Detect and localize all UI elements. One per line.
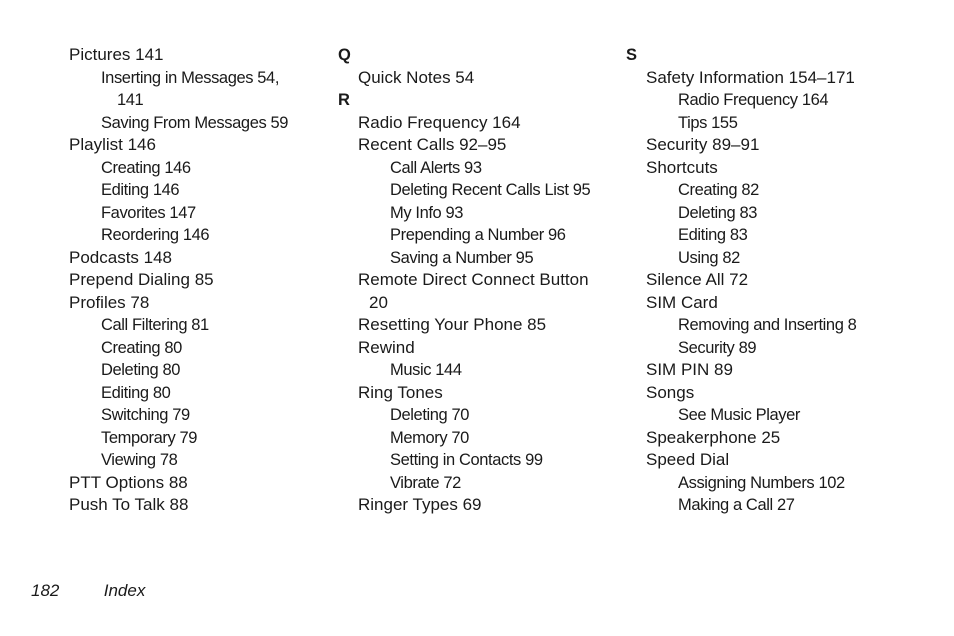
index-subentry: Call Filtering 81	[101, 316, 209, 334]
index-letter-heading: S	[626, 46, 638, 64]
page-number: 182	[31, 581, 60, 600]
index-subentry-continuation: 141	[117, 91, 144, 109]
index-entry-continuation: 20	[369, 292, 388, 312]
index-subentry: Viewing 78	[101, 451, 178, 469]
index-entry: Remote Direct Connect Button	[358, 270, 589, 289]
index-subentry: See Music Player	[678, 406, 800, 424]
index-subentry: Deleting 83	[678, 203, 758, 222]
index-entry: Ringer Types 69	[358, 495, 482, 514]
page-footer	[31, 581, 145, 601]
index-subentry: Making a Call 27	[678, 496, 795, 514]
index-subentry: Creating 82	[678, 181, 759, 199]
index-subentry: Music 144	[390, 361, 462, 379]
index-entry: Songs	[646, 382, 695, 402]
index-column-1	[69, 44, 329, 517]
index-subentry: Editing 146	[101, 181, 180, 199]
index-subentry: Inserting in Messages 54,	[101, 68, 280, 87]
index-entry: Speed Dial	[646, 450, 730, 469]
index-entry: PTT Options 88	[69, 472, 188, 492]
index-entry: Prepend Dialing 85	[69, 270, 214, 289]
index-subentry: Call Alerts 93	[390, 158, 482, 177]
index-entry: Security 89–91	[646, 135, 760, 154]
index-subentry: Assigning Numbers 102	[678, 473, 845, 492]
index-entry: SIM Card	[646, 292, 718, 312]
index-entry: Push To Talk 88	[69, 495, 189, 514]
index-entry: Safety Information 154–171	[646, 67, 855, 87]
index-subentry: Deleting 80	[101, 361, 181, 379]
index-subentry: Vibrate 72	[390, 473, 461, 492]
index-subentry: Tips 155	[678, 113, 738, 132]
index-subentry: Prepending a Number 96	[390, 226, 566, 244]
index-subentry: Reordering 146	[101, 226, 210, 244]
index-entry: Ring Tones	[358, 382, 443, 402]
index-letter-heading: R	[338, 91, 350, 109]
index-column-2	[338, 44, 618, 517]
index-subentry: Saving a Number 95	[390, 248, 534, 267]
index-subentry: Deleting 70	[390, 406, 470, 424]
index-entry: Radio Frequency 164	[358, 112, 521, 132]
index-entry: Resetting Your Phone 85	[358, 315, 547, 334]
index-subentry: Temporary 79	[101, 428, 198, 447]
index-letter-heading: Q	[338, 46, 351, 64]
index-entry: Profiles 78	[69, 292, 150, 312]
index-subentry: Removing and Inserting 8	[678, 316, 857, 334]
index-entry: Speakerphone 25	[646, 427, 781, 447]
index-entry: Pictures 141	[69, 45, 164, 64]
index-subentry: My Info 93	[390, 203, 464, 222]
index-entry: Recent Calls 92–95	[358, 135, 507, 154]
index-subentry: Editing 80	[101, 383, 171, 402]
index-subentry: Memory 70	[390, 428, 469, 447]
index-subentry: Radio Frequency 164	[678, 91, 829, 109]
section-title: Index	[103, 581, 146, 600]
index-entry: Podcasts 148	[69, 247, 173, 267]
index-subentry: Setting in Contacts 99	[390, 451, 543, 469]
index-subentry: Creating 146	[101, 158, 191, 177]
index-entry: Rewind	[358, 337, 415, 357]
index-subentry: Creating 80	[101, 338, 182, 357]
index-subentry: Favorites 147	[101, 203, 196, 222]
index-subentry: Deleting Recent Calls List 95	[390, 181, 591, 199]
index-entry: Silence All 72	[646, 270, 749, 289]
index-subentry: Switching 79	[101, 406, 190, 424]
index-entry: Shortcuts	[646, 157, 718, 177]
index-subentry: Editing 83	[678, 226, 748, 244]
index-subentry: Security 89	[678, 338, 757, 357]
index-column-3	[626, 44, 926, 517]
index-entry: Playlist 146	[69, 135, 156, 154]
index-subentry: Using 82	[678, 248, 740, 267]
index-subentry: Saving From Messages 59	[101, 113, 289, 132]
index-entry: Quick Notes 54	[358, 67, 475, 87]
index-entry: SIM PIN 89	[646, 360, 733, 379]
